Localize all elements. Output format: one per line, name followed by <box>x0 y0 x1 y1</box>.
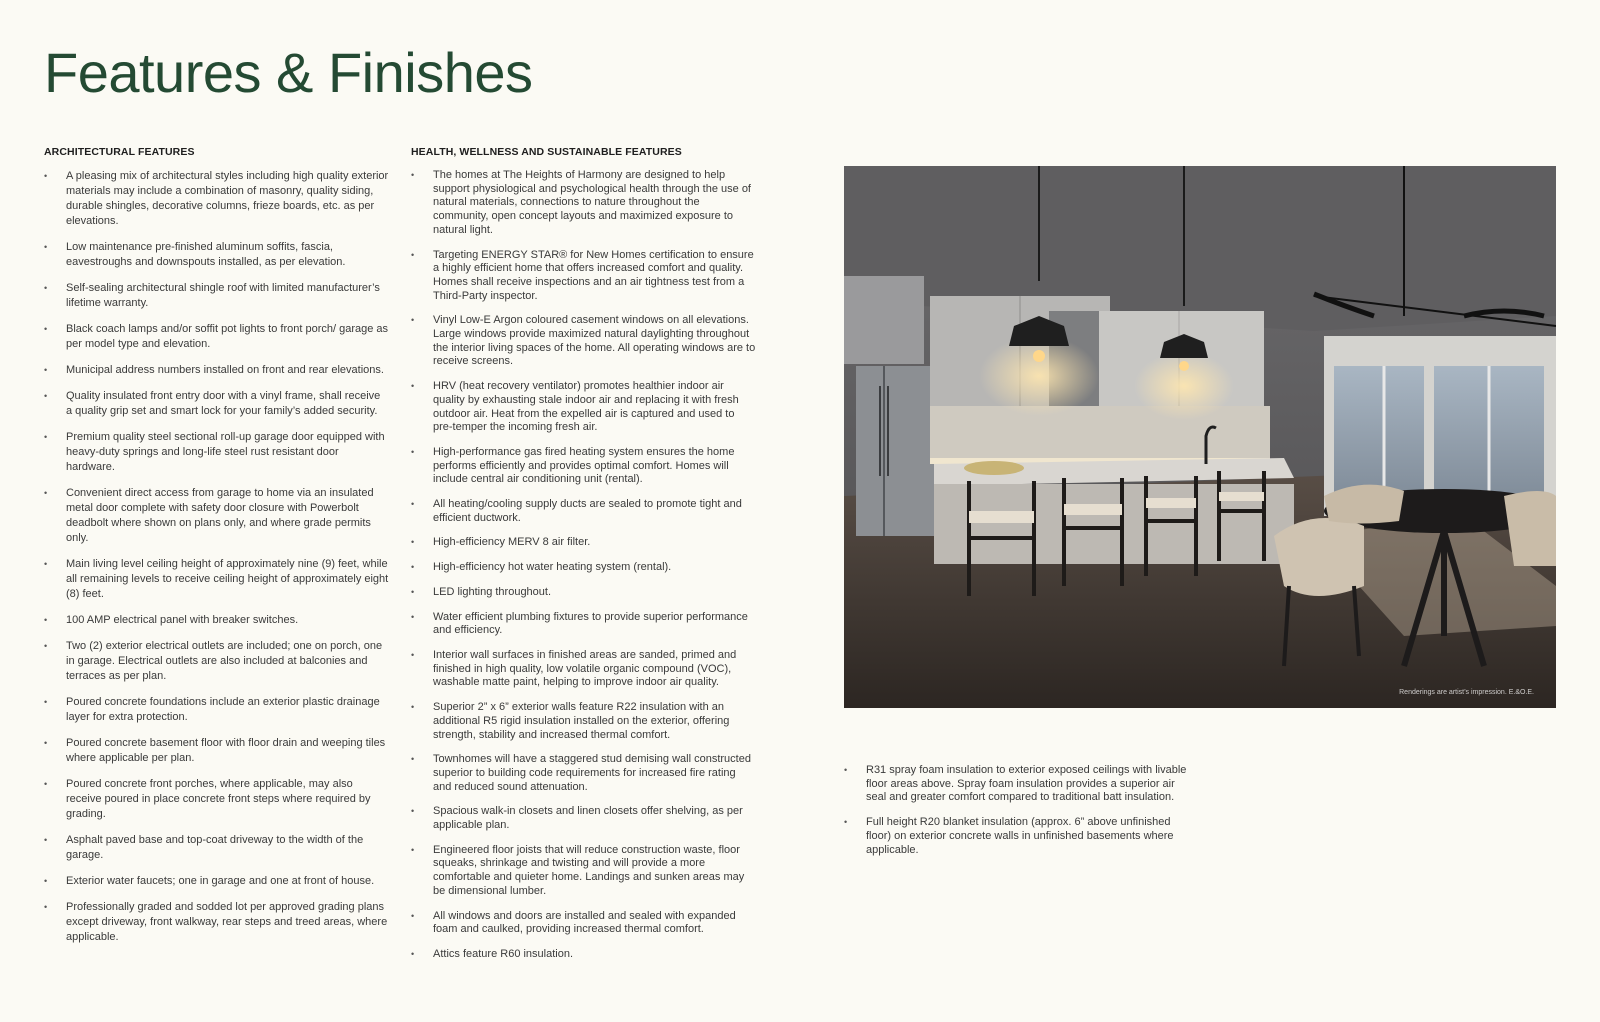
list-item: • Poured concrete foundations include an exterior plastic drainage layer for extra protection. <box>44 695 389 725</box>
list-item: • Municipal address numbers installed on front and rear elevations. <box>44 363 389 378</box>
list-item: • Convenient direct access from garage to home via an insulated metal door complete with safety door closure with Powerbolt deadbolt where shown on plans only, and where grade permits only. <box>44 486 389 546</box>
list-item: • R31 spray foam insulation to exterior exposed ceilings with livable floor areas above. Spray foam insulation provides a superior air seal and greater comfort compared to traditional batt insulation. <box>844 764 1194 805</box>
health-features-column <box>411 146 756 973</box>
kitchen-rendering-illustration <box>844 166 1556 708</box>
kitchen-rendering-image <box>844 166 1556 708</box>
list-item: • HRV (heat recovery ventilator) promotes healthier indoor air quality by exhausting stale indoor air and replacing it with fresh outdoor air. Heat from the expelled air is captured and used to pre-temper the incoming fresh air. <box>411 380 756 435</box>
list-item: • Low maintenance pre-finished aluminum soffits, fascia, eavestroughs and downspouts installed, as per elevation. <box>44 240 389 270</box>
list-item: • Interior wall surfaces in finished areas are sanded, primed and finished in high quality, low volatile organic compound (VOC), washable matte paint, helping to improve indoor air quality. <box>411 649 756 690</box>
list-item: • Quality insulated front entry door with a vinyl frame, shall receive a quality grip set and smart lock for your family’s added security. <box>44 389 389 419</box>
list-item: • Attics feature R60 insulation. <box>411 948 756 962</box>
list-item: • Main living level ceiling height of approximately nine (9) feet, while all remaining levels to receive ceiling height of approximately eight (8) feet. <box>44 557 389 602</box>
section-heading-architectural: ARCHITECTURAL FEATURES <box>44 146 195 158</box>
list-item: • Superior 2” x 6” exterior walls feature R22 insulation with an additional R5 rigid insulation installed on the exterior, offering strength, stability and increased thermal comfort. <box>411 701 756 742</box>
list-item: • Two (2) exterior electrical outlets are included; one on porch, one in garage. Electrical outlets are also included at balconies and terraces as per plan. <box>44 639 389 684</box>
continued-features-list <box>844 764 1194 857</box>
list-item: • Vinyl Low-E Argon coloured casement windows on all elevations. Large windows provide maximized natural daylighting throughout the interior living spaces of the home. All operating windows are to receive screens. <box>411 314 756 369</box>
list-item: • Black coach lamps and/or soffit pot lights to front porch/ garage as per model type and elevation. <box>44 322 389 352</box>
list-item: • Water efficient plumbing fixtures to provide superior performance and efficiency. <box>411 611 756 638</box>
list-item: • Self-sealing architectural shingle roof with limited manufacturer’s lifetime warranty. <box>44 281 389 311</box>
list-item: • Exterior water faucets; one in garage and one at front of house. <box>44 874 389 889</box>
list-item: • LED lighting throughout. <box>411 586 756 600</box>
list-item: • High-efficiency MERV 8 air filter. <box>411 536 756 550</box>
list-item: • Spacious walk-in closets and linen closets offer shelving, as per applicable plan. <box>411 805 756 832</box>
section-heading-health: HEALTH, WELLNESS AND SUSTAINABLE FEATURES <box>411 146 682 158</box>
list-item: • All windows and doors are installed and sealed with expanded foam and caulked, providing increased thermal comfort. <box>411 910 756 937</box>
list-item: • Premium quality steel sectional roll-up garage door equipped with heavy-duty springs and long-life steel rust resistant door hardware. <box>44 430 389 475</box>
list-item: • Poured concrete basement floor with floor drain and weeping tiles where applicable per plan. <box>44 736 389 766</box>
list-item: • Professionally graded and sodded lot per approved grading plans except driveway, front walkway, rear steps and treed areas, where applicable. <box>44 900 389 945</box>
health-features-list <box>411 169 756 962</box>
list-item: • Townhomes will have a staggered stud demising wall constructed superior to building code requirements for increased fire rating and reduced sound attenuation. <box>411 753 756 794</box>
list-item: • A pleasing mix of architectural styles including high quality exterior materials may include a combination of masonry, quality siding, durable shingles, decorative columns, frieze boards, etc. as per elevations. <box>44 169 389 229</box>
list-item: • High-performance gas fired heating system ensures the home performs efficiently and provides optimal comfort. Homes will include central air conditioning unit (rental). <box>411 446 756 487</box>
list-item: • The homes at The Heights of Harmony are designed to help support physiological and psychological health through the use of natural materials, connections to nature throughout the community, open concept layouts and maximized exposure to natural light. <box>411 169 756 238</box>
page-title: Features & Finishes <box>44 41 533 104</box>
architectural-features-list <box>44 169 389 945</box>
continued-features-column <box>844 764 1194 868</box>
architectural-features-column <box>44 146 389 956</box>
list-item: • 100 AMP electrical panel with breaker switches. <box>44 613 389 628</box>
list-item: • Targeting ENERGY STAR® for New Homes certification to ensure a highly efficient home that offers increased comfort and quality. Homes shall receive inspections and an air tightness test from a Third-Party inspector. <box>411 249 756 304</box>
list-item: • Full height R20 blanket insulation (approx. 6” above unfinished floor) on exterior concrete walls in unfinished basements where applicable. <box>844 816 1194 857</box>
list-item: • High-efficiency hot water heating system (rental). <box>411 561 756 575</box>
list-item: • Engineered floor joists that will reduce construction waste, floor squeaks, shrinkage and twisting and will provide a more comfortable and quieter home. Landings and sunken areas may be dimensional lumber. <box>411 844 756 899</box>
list-item: • Asphalt paved base and top-coat driveway to the width of the garage. <box>44 833 389 863</box>
list-item: • All heating/cooling supply ducts are sealed to promote tight and efficient ductwork. <box>411 498 756 525</box>
rendering-caption: Renderings are artist’s impression. E.&O.E. <box>1399 689 1534 696</box>
list-item: • Poured concrete front porches, where applicable, may also receive poured in place concrete front steps where required by grading. <box>44 777 389 822</box>
